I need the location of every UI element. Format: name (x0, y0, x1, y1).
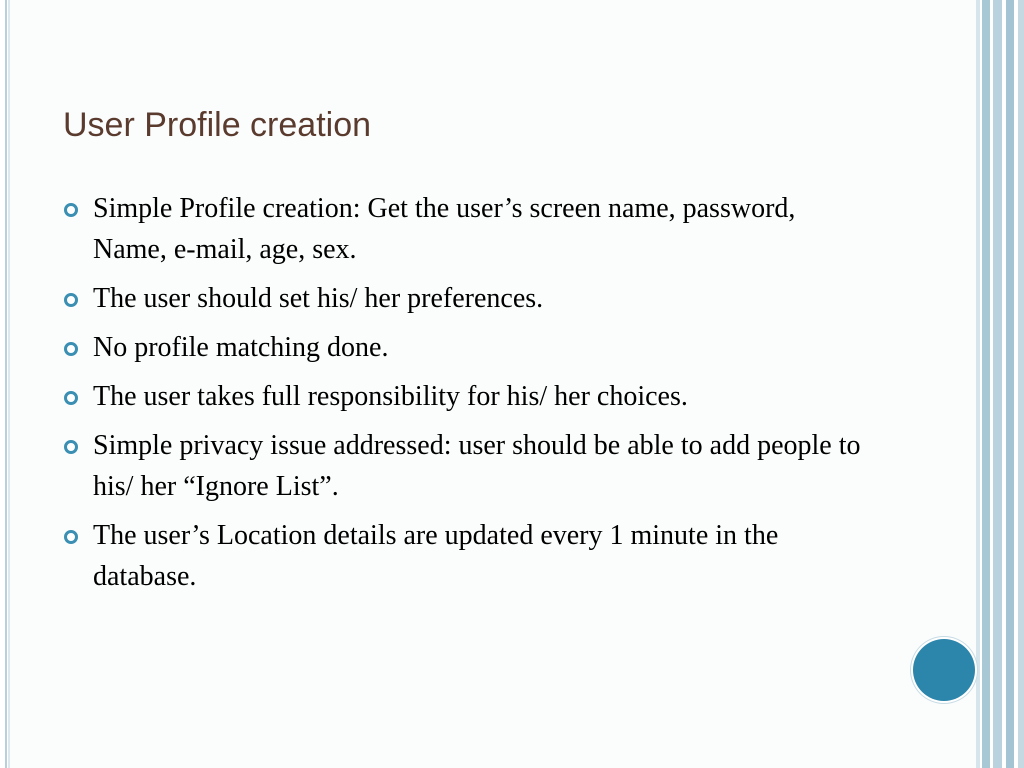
bullet-item (62, 278, 862, 319)
bullet-item (62, 376, 862, 417)
bullet-text: The user’s Location details are updated every 1 minute in the database. (93, 520, 779, 592)
slide-title: User Profile creation (63, 106, 372, 144)
bullet-item (62, 327, 862, 368)
ring-bullet-icon (64, 203, 78, 217)
bullet-item (62, 425, 862, 507)
decorative-circle (913, 639, 975, 701)
ring-bullet-icon (64, 391, 78, 405)
bullet-item (62, 515, 862, 597)
ring-bullet-icon (64, 342, 78, 356)
right-decorative-stripes (976, 0, 1024, 768)
ring-bullet-icon (64, 293, 78, 307)
ring-bullet-icon (64, 530, 78, 544)
bullet-text: The user should set his/ her preferences. (93, 283, 544, 314)
left-border-stripe (0, 0, 10, 768)
bullet-text: The user takes full responsibility for his/ her choices. (93, 381, 688, 412)
bullet-text: Simple privacy issue addressed: user should be able to add people to his/ her “Ignore List”. (93, 430, 861, 502)
ring-bullet-icon (64, 440, 78, 454)
bullet-list (62, 188, 862, 605)
bullet-text: No profile matching done. (93, 332, 389, 363)
bullet-item (62, 188, 862, 270)
bullet-text: Simple Profile creation: Get the user’s screen name, password, Name, e-mail, age, sex. (93, 193, 796, 265)
